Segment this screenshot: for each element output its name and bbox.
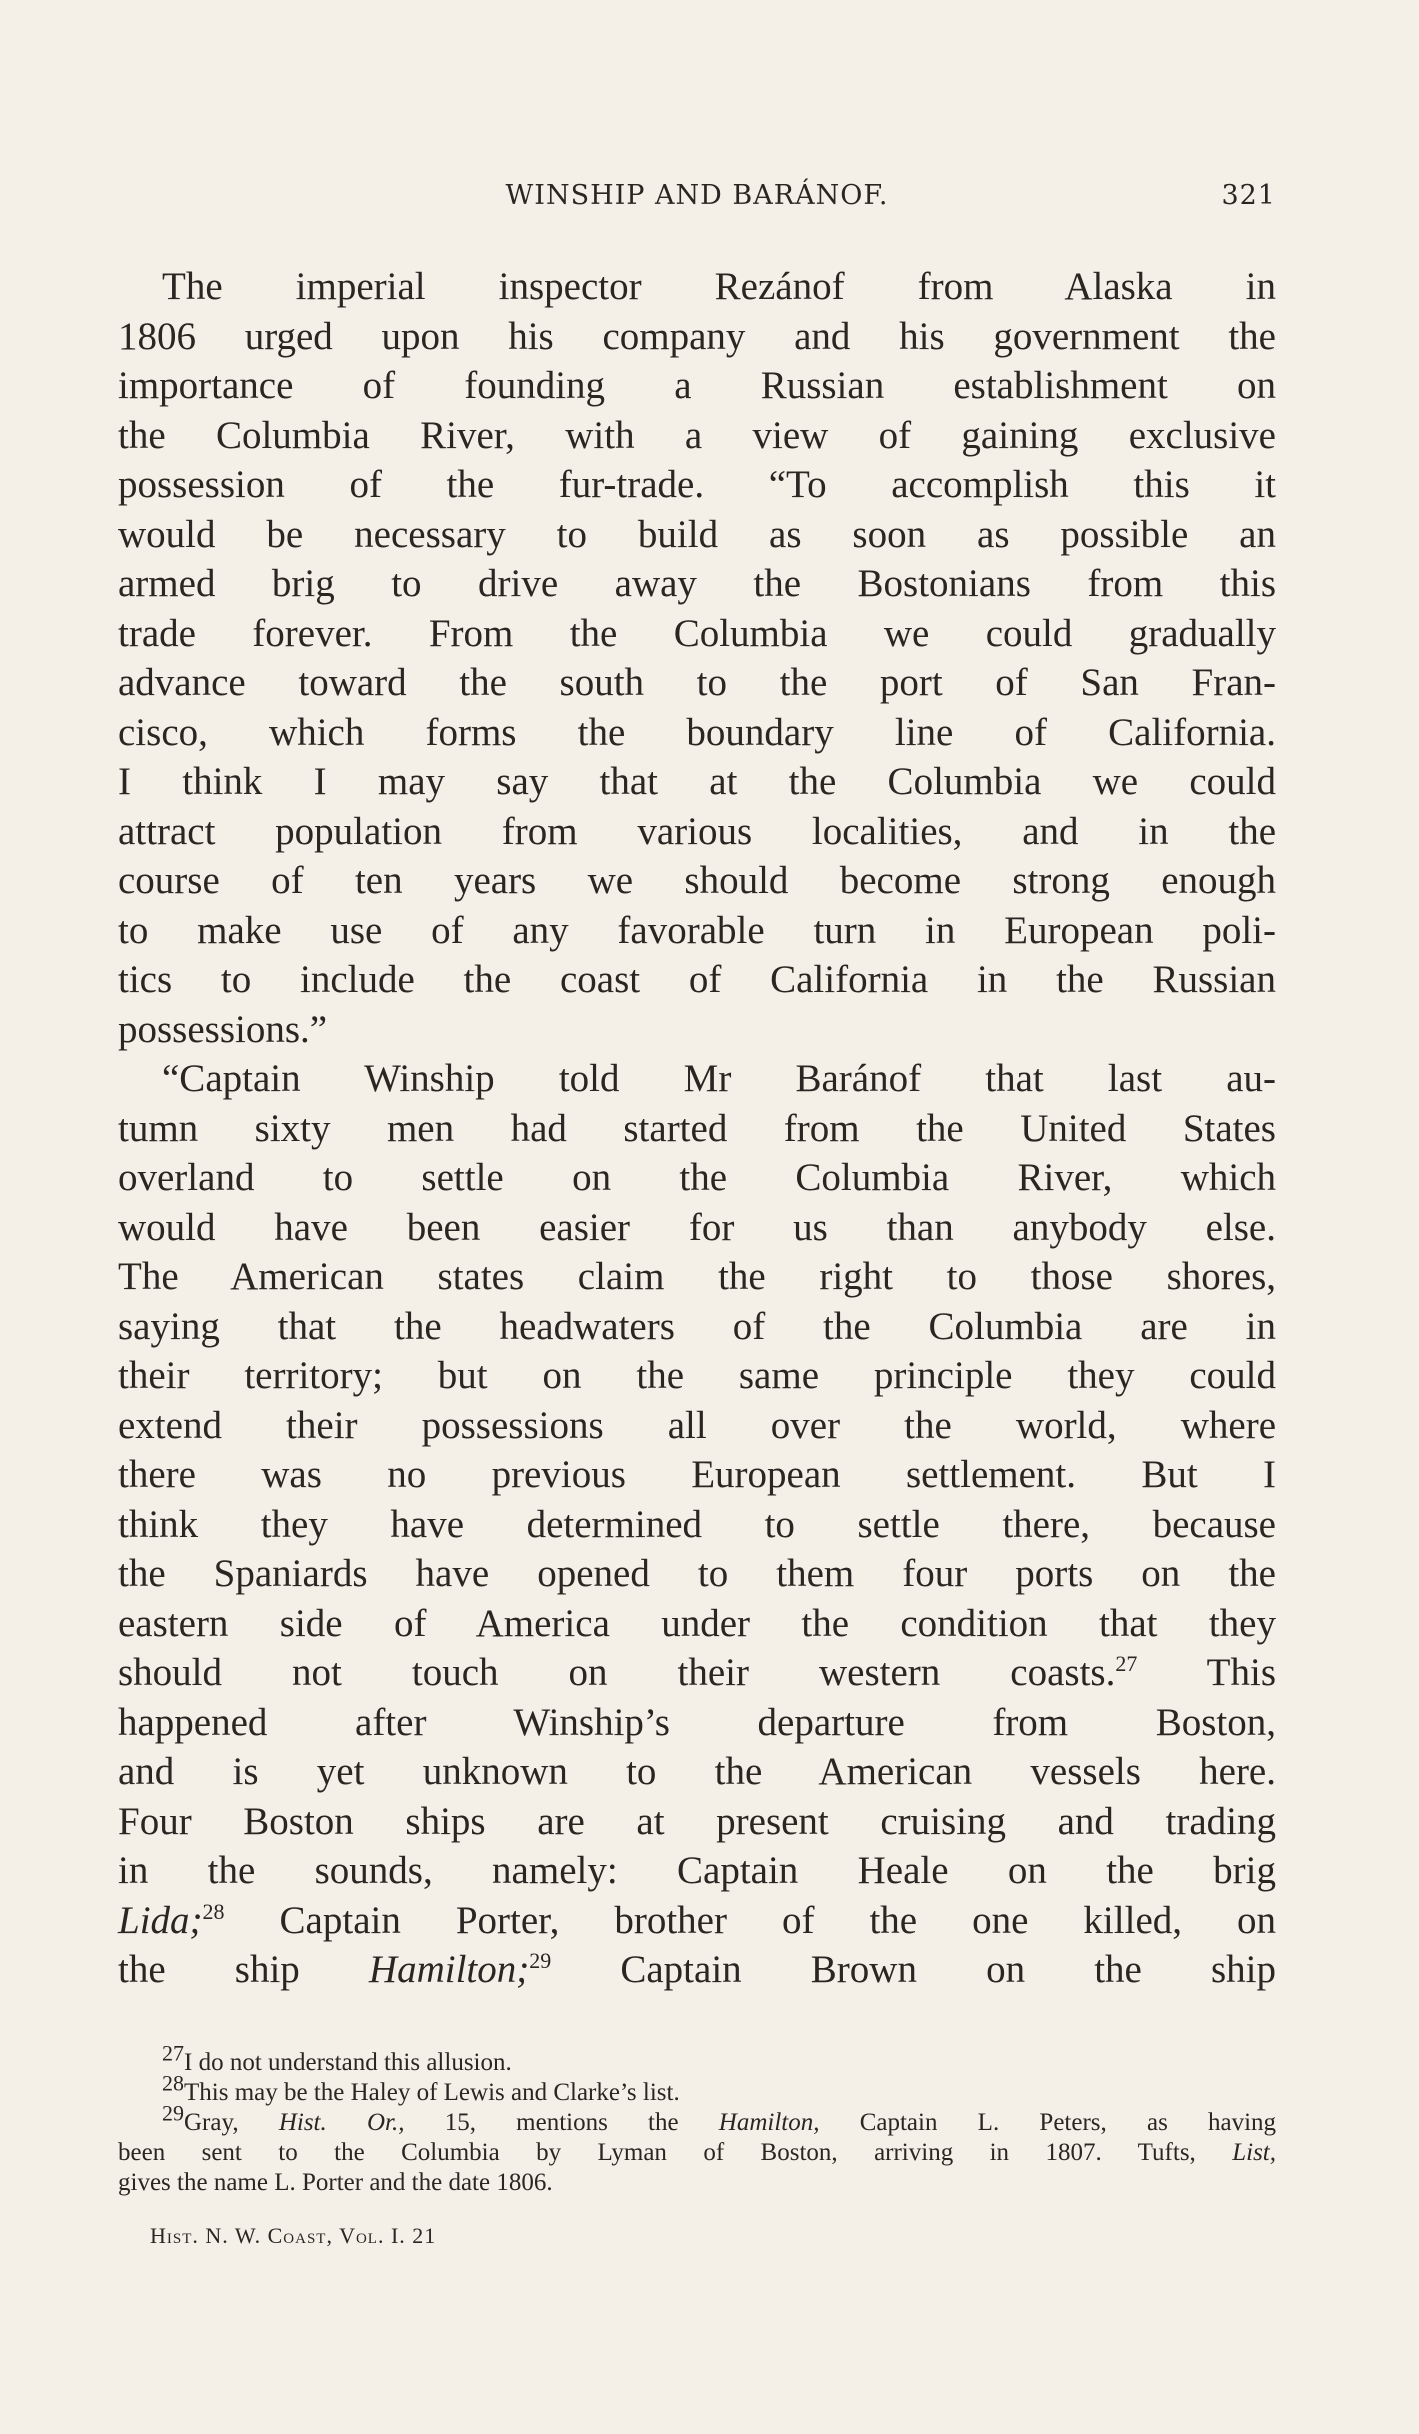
- text-line: trade forever. From the Columbia we could gradually: [118, 611, 1276, 655]
- text-line: importance of founding a Russian establishment on: [118, 364, 1276, 407]
- footnote-text: I do not understand this allusion.: [184, 2049, 512, 2076]
- footnote-number: 29: [162, 2100, 184, 2126]
- running-title: WINSHIP AND BARÁNOF.: [505, 180, 889, 211]
- text-line: there was no previous European settlement. But I: [118, 1453, 1276, 1496]
- text-line: think they have determined to settle there, because: [118, 1502, 1276, 1546]
- footnote-text: Gray,: [184, 2109, 239, 2136]
- paragraph-1: [118, 262, 1276, 1054]
- text-line: I think I may say that at the Columbia we could: [118, 760, 1276, 803]
- text-line-with-footnote-27: [118, 1648, 1276, 1698]
- page-number: 321: [1221, 180, 1276, 211]
- footnote-29-line-2: [118, 2138, 1276, 2168]
- footnote-ref-28[interactable]: 28: [202, 1898, 225, 1924]
- text-line: The imperial inspector Rezánof from Alaska in: [162, 265, 1276, 308]
- text-line-with-footnote-29: [118, 1945, 1276, 1995]
- footnote-ref-29[interactable]: 29: [529, 1948, 552, 1973]
- signature-mark: Hist. N. W. Coast, Vol. I. 21: [150, 2223, 437, 2248]
- paragraph-2: [118, 1054, 1276, 1995]
- text-segment: Captain Brown on the ship: [620, 1948, 1276, 1991]
- footnote-text: 15, mentions the: [444, 2109, 679, 2136]
- text-line: The American states claim the right to those shores,: [118, 1255, 1276, 1298]
- page-header: [118, 180, 1276, 224]
- footnote-number: 28: [162, 2070, 184, 2096]
- text-line: possession of the fur-trade. “To accomplish this it: [118, 463, 1276, 506]
- ship-name-lida: Lida;: [118, 1898, 203, 1942]
- text-line: saying that the headwaters of the Columbia are in: [118, 1304, 1276, 1348]
- text-segment: the ship: [118, 1948, 300, 1991]
- text-line: and is yet unknown to the American vessels here.: [118, 1750, 1276, 1793]
- text-segment: Captain Porter, brother of the one killed, on: [279, 1898, 1277, 1942]
- text-line: tics to include the coast of California in the Russian: [118, 958, 1276, 1001]
- text-line: eastern side of America under the condition that they: [118, 1601, 1276, 1645]
- text-line: to make use of any favorable turn in European poli-: [118, 908, 1276, 952]
- text-line: possessions.”: [118, 1007, 328, 1051]
- footnote-text: This may be the Haley of Lewis and Clarke’s list.: [184, 2079, 680, 2106]
- text-line: course of ten years we should become strong enough: [118, 859, 1276, 902]
- text-line: “Captain Winship told Mr Baránof that last au-: [162, 1057, 1276, 1100]
- text-line: armed brig to drive away the Bostonians from this: [118, 562, 1276, 605]
- text-line: the Columbia River, with a view of gaining exclusive: [118, 413, 1276, 457]
- text-segment: This: [1206, 1651, 1277, 1694]
- footnote-citation: Hist. Or.,: [278, 2109, 405, 2136]
- footnote-29-line-3: gives the name L. Porter and the date 1806.: [118, 2169, 553, 2196]
- footnote-28: [118, 2070, 1276, 2108]
- footnote-27: [118, 2040, 1276, 2078]
- footnotes: [118, 2040, 1277, 2198]
- text-line: in the sounds, namely: Captain Heale on the brig: [118, 1849, 1276, 1892]
- text-line: happened after Winship’s departure from Boston,: [118, 1700, 1276, 1744]
- footnote-ref-27[interactable]: 27: [1115, 1651, 1138, 1676]
- text-line: extend their possessions all over the world, where: [118, 1403, 1276, 1447]
- text-line: tumn sixty men had started from the United States: [118, 1106, 1276, 1150]
- text-line: their territory; but on the same principle they could: [118, 1354, 1276, 1397]
- text-line: advance toward the south to the port of San Fran-: [118, 661, 1276, 704]
- text-line: would have been easier for us than anybody else.: [118, 1205, 1276, 1249]
- ship-name-hamilton: Hamilton;: [368, 1948, 530, 1991]
- text-line: would be necessary to build as soon as possible an: [118, 512, 1276, 556]
- footnote-citation: List,: [1232, 2139, 1276, 2166]
- footnote-29-line-1: [118, 2100, 1277, 2138]
- footnote-text: been sent to the Columbia by Lyman of Boston, arriving in 1807. Tufts,: [118, 2139, 1196, 2166]
- footnote-number: 27: [162, 2040, 184, 2066]
- text-segment: should not touch on their western coasts.: [118, 1651, 1116, 1694]
- body-text: [118, 262, 1276, 1995]
- text-line: Four Boston ships are at present cruising and trading: [118, 1799, 1276, 1843]
- footnote-text: Captain L. Peters, as having: [859, 2109, 1277, 2136]
- text-line-with-footnote-28: [118, 1896, 1276, 1946]
- text-line: 1806 urged upon his company and his government the: [118, 314, 1276, 358]
- text-line: the Spaniards have opened to them four ports on the: [118, 1552, 1276, 1595]
- footnote-ship-name: Hamilton,: [718, 2109, 820, 2136]
- text-line: attract population from various localities, and in the: [118, 809, 1276, 853]
- text-line: cisco, which forms the boundary line of California.: [118, 710, 1276, 754]
- text-line: overland to settle on the Columbia River, which: [118, 1156, 1276, 1199]
